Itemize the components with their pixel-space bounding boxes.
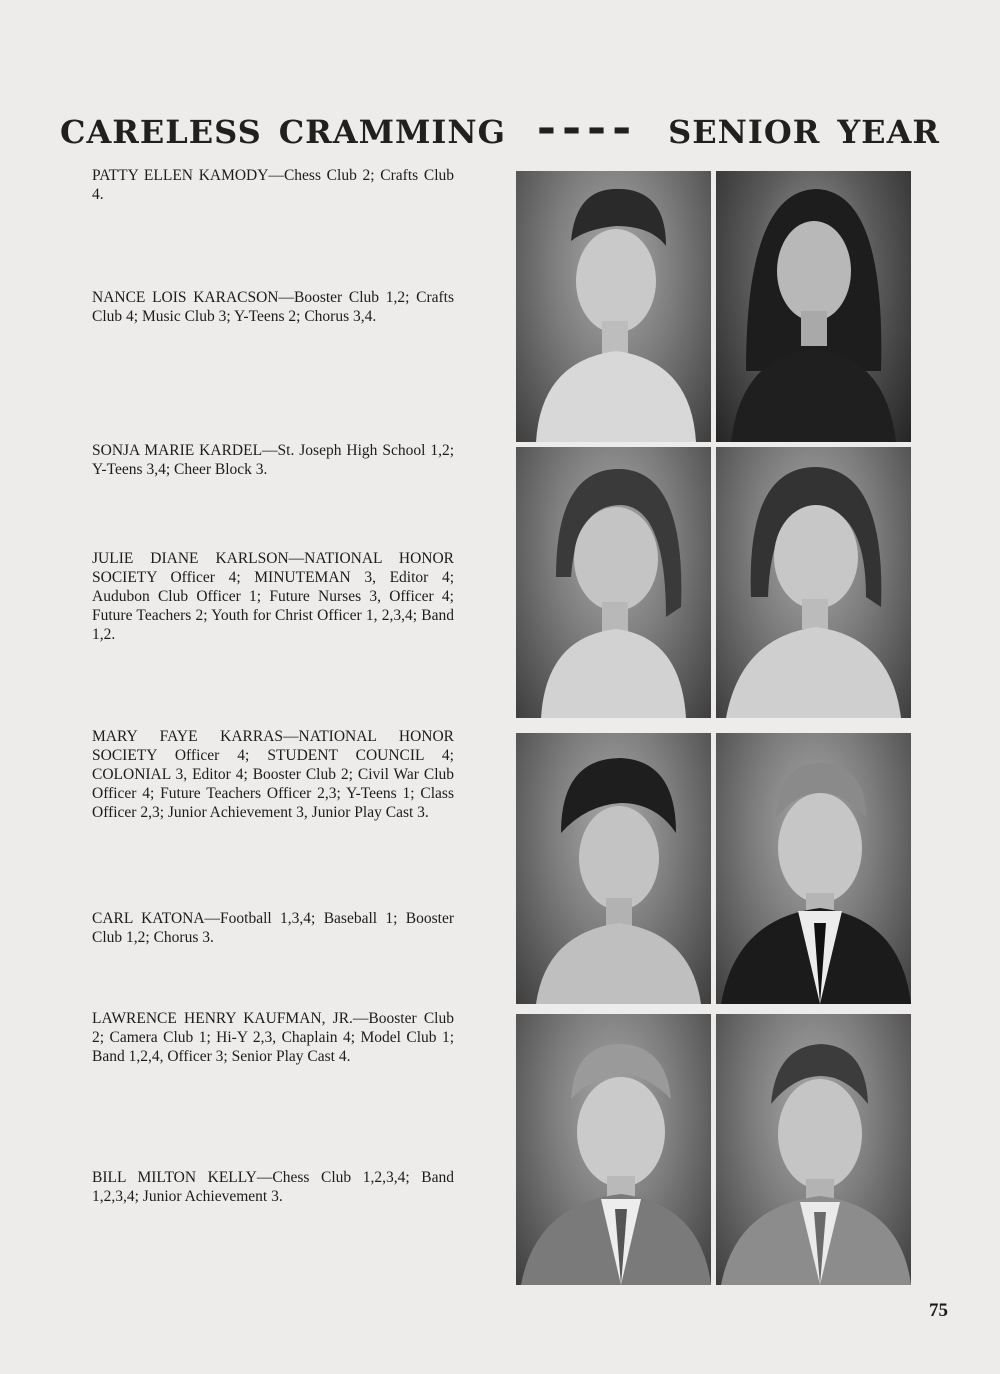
portrait-photo [516,171,711,442]
portrait-photo [716,1014,911,1285]
senior-bio: SONJA MARIE KARDEL—St. Joseph High School 1,2; Y-Teens 3,4; Cheer Block 3. [92,442,454,478]
senior-name: PATTY ELLEN KAMODY [92,167,269,184]
senior-activities: NATIONAL HONOR SOCIETY Officer 4; MINUTEMAN 3, Editor 4; Audubon Club Officer 1; Future Nurses 3, Officer 4; Future Teachers 2; Youth for Christ Officer 1, 2,3,4; Band 1,2. [92,550,454,643]
portrait-photo [516,1014,711,1285]
senior-name: LAWRENCE HENRY KAUFMAN, JR. [92,1010,353,1027]
senior-activities: Booster Club 1,2; Crafts Club 4; Music Club 3; Y-Teens 2; Chorus 3,4. [92,289,454,325]
senior-name: CARL KATONA [92,910,205,927]
senior-activities: Football 1,3,4; Baseball 1; Booster Club 1,2; Chorus 3. [92,910,455,946]
portrait-photo [716,171,911,442]
portrait-grid [516,171,911,1256]
portrait-photo [716,733,911,1004]
portrait-photo [716,447,911,718]
senior-name: MARY FAYE KARRAS [92,728,284,745]
title-right: senior year [668,100,940,154]
senior-bio: LAWRENCE HENRY KAUFMAN, JR.—Booster Club 2; Camera Club 1; Hi-Y 2,3, Chaplain 4; Model Club 1; Band 1,2,4, Officer 3; Senior Play Cast 4. [92,1010,454,1065]
page-title [60,92,940,162]
senior-bio: NANCE LOIS KARACSON—Booster Club 1,2; Crafts Club 4; Music Club 3; Y-Teens 2; Chorus 3,4. [92,289,454,325]
title-left: careless cramming [60,100,506,154]
senior-bio: MARY FAYE KARRAS—NATIONAL HONOR SOCIETY Officer 4; STUDENT COUNCIL 4; COLONIAL 3, Editor 4; Booster Club 2; Civil War Club Officer 4; Future Teachers Officer 2,3; Y-Teens 1; Class Officer 2,3; Junior Achievement 3, Junior Play Cast 3. [92,728,454,821]
senior-activities: Booster Club 2; Camera Club 1; Hi-Y 2,3, Chaplain 4; Model Club 1; Band 1,2,4, Officer 3; Senior Play Cast 4. [92,1010,454,1065]
portrait-photo [516,447,711,718]
senior-name: NANCE LOIS KARACSON [92,289,279,306]
portrait-photo [516,733,711,1004]
senior-name: BILL MILTON KELLY [92,1169,257,1186]
page-number: 75 [929,1300,948,1321]
senior-bio: CARL KATONA—Football 1,3,4; Baseball 1; Booster Club 1,2; Chorus 3. [92,910,455,946]
senior-activities: Chess Club 2; Crafts Club 4. [92,167,455,203]
senior-name: SONJA MARIE KARDEL [92,442,263,459]
senior-activities: St. Joseph High School 1,2; Y-Teens 3,4; Cheer Block 3. [92,442,454,478]
senior-name: JULIE DIANE KARLSON [92,550,289,567]
senior-bio: JULIE DIANE KARLSON—NATIONAL HONOR SOCIETY Officer 4; MINUTEMAN 3, Editor 4; Audubon Club Officer 1; Future Nurses 3, Officer 4; Future Teachers 2; Youth for Christ Officer 1, 2,3,4; Band 1,2. [92,550,454,643]
title-dashes: ---- [536,100,638,154]
senior-bio: BILL MILTON KELLY—Chess Club 1,2,3,4; Band 1,2,3,4; Junior Achievement 3. [92,1169,455,1205]
senior-bio: PATTY ELLEN KAMODY—Chess Club 2; Crafts Club 4. [92,167,455,203]
senior-activities: Chess Club 1,2,3,4; Band 1,2,3,4; Junior Achievement 3. [92,1169,455,1205]
senior-activities: NATIONAL HONOR SOCIETY Officer 4; STUDENT COUNCIL 4; COLONIAL 3, Editor 4; Booster Club 2; Civil War Club Officer 4; Future Teachers Officer 2,3; Y-Teens 1; Class Officer 2,3; Junior Achievement 3, Junior Play Cast 3. [92,728,454,821]
